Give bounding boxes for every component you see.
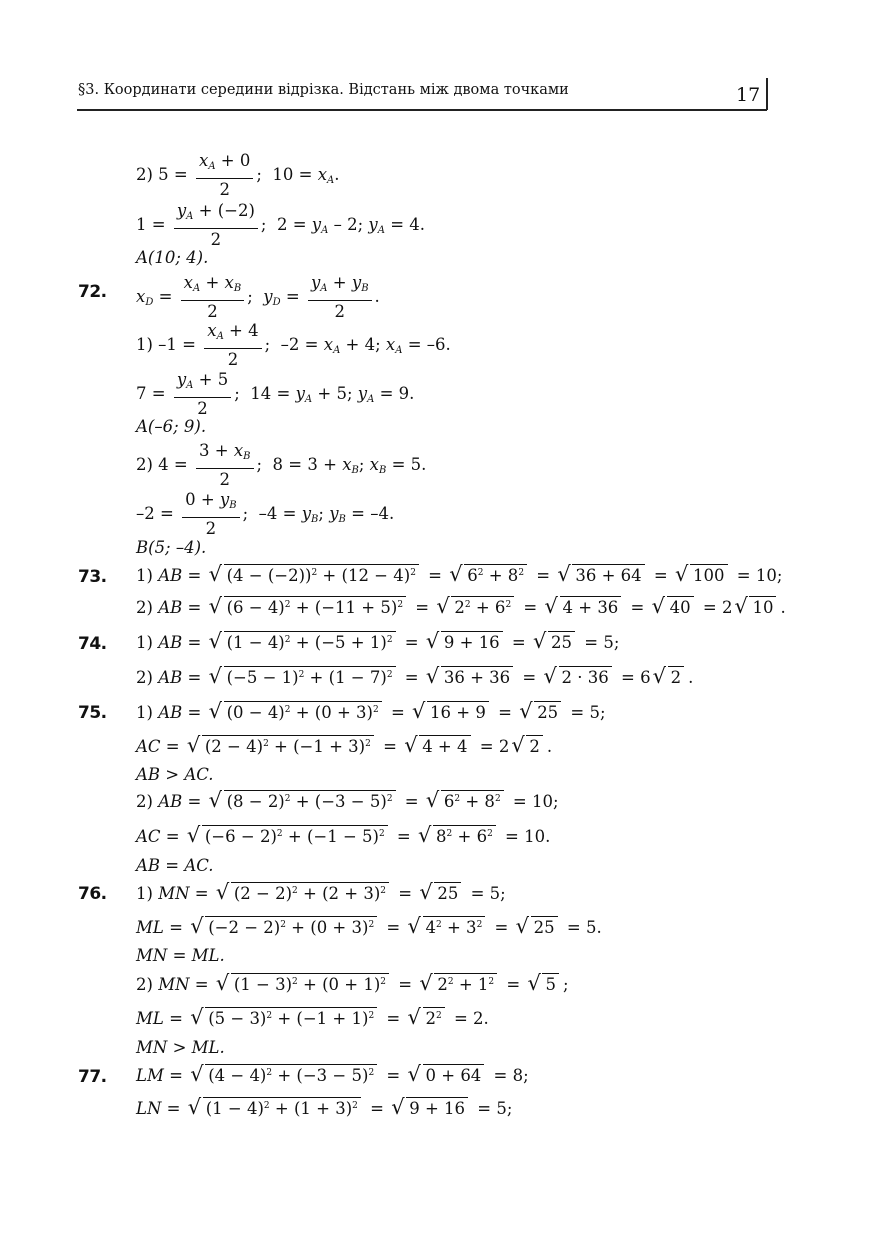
- equation-line: 1) AB = √ $(4 - (-2))^2 + (12 - 4)^2$ = √ $6^2 + 8^2$ = √ 36 + 64 = √ 100 = 10;: [136, 566, 782, 585]
- equation-line: $x_D$ = $\frac{x_A + x_B}{2}$ ; $y_D$ = $\frac{y_A + y_B}{2}$ .: [136, 273, 380, 321]
- comparison-line: MN = ML.: [136, 946, 225, 965]
- page-header-title: §3. Координати середини відрізка. Відстань між двома точками: [78, 82, 569, 98]
- equation-line: 2) AB = √ $(-5 - 1)^2 + (1 - 7)^2$ = √ 36 + 36 = √ 2 · 36 = 6√ 2 .: [136, 668, 693, 687]
- equation-line: 1) AB = √ $(0 - 4)^2 + (0 + 3)^2$ = √ 16 + 9 = √ 25 = 5;: [136, 703, 606, 722]
- equation-line: LN = √ $(1 - 4)^2 + (1 + 3)^2$ = √ 9 + 16 = 5;: [136, 1099, 512, 1118]
- equation-line: 2) AB = √ $(8 - 2)^2 + (-3 - 5)^2$ = √ $6^2 + 8^2 = 10$;: [136, 792, 559, 811]
- problem-number: 74.: [78, 634, 107, 654]
- equation-line: 2) AB = √ $(6 - 4)^2 + (-11 + 5)^2$ = √ $2^2 + 6^2$ = √ 4 + 36 = √ 40 = 2√ 10 .: [136, 598, 786, 617]
- problem-number: 77.: [78, 1067, 107, 1087]
- problem-number: 72.: [78, 282, 107, 302]
- problem-number: 76.: [78, 884, 107, 904]
- equation-line: –2 = $\frac{0 + y_B}{2}$ ; $-4 = y_B$; $y_B = -4$.: [136, 490, 395, 538]
- equation-line: ML = √ $(5 - 3)^2 + (-1 + 1)^2$ = √ $2^2 = 2$.: [136, 1009, 489, 1028]
- equation-line: AC = √ $(-6 - 2)^2 + (-1 - 5)^2$ = √ $8^2 + 6^2 = 10$.: [136, 827, 550, 846]
- header-rule: [77, 109, 767, 111]
- equation-line: 1) –1 = $\frac{x_A + 4}{2}$ ; $-2 = x_A + 4$; $x_A = -6$.: [136, 321, 451, 369]
- equation-line: LM = √ $(4 - 4)^2 + (-3 - 5)^2$ = √ 0 + 64 = 8;: [136, 1066, 529, 1085]
- equation-line: 2) MN = √ $(1 - 3)^2 + (0 + 1)^2$ = √ $2^2 + 1^2$ = √ 5 ;: [136, 975, 569, 994]
- comparison-line: AB > AC.: [136, 765, 214, 784]
- equation-line: 2) 4 = $\frac{3 + x_B}{2}$ ; $8 = 3 + x_B$; $x_B = 5$.: [136, 441, 427, 489]
- comparison-line: MN > ML.: [136, 1038, 225, 1057]
- equation-line: ML = √ $(-2 - 2)^2 + (0 + 3)^2$ = √ $4^2 + 3^2$ = √ 25 = 5.: [136, 918, 602, 937]
- page-number: 17: [736, 84, 761, 106]
- problem-number: 73.: [78, 567, 107, 587]
- equation-line: 1) AB = √ $(1 - 4)^2 + (-5 + 1)^2$ = √ 9 + 16 = √ 25 = 5;: [136, 633, 619, 652]
- answer-line: A(10; 4).: [136, 248, 209, 267]
- equation-line: 7 = $\frac{y_A + 5}{2}$ ; $14 = y_A + 5$; $y_A = 9$.: [136, 370, 415, 418]
- equation-line: 1) MN = √ $(2 - 2)^2 + (2 + 3)^2$ = √ 25 = 5;: [136, 884, 506, 903]
- equation-line: 1 = $\frac{y_A + (-2)}{2}$ ; $2 = y_A - 2$; $y_A = 4$.: [136, 201, 426, 249]
- equation-line: AC = √ $(2 - 4)^2 + (-1 + 3)^2$ = √ 4 + 4 = 2√ 2 .: [136, 737, 552, 756]
- answer-line: B(5; –4).: [136, 538, 207, 557]
- equation-line: 2) 5 = $\frac{x_A + 0}{2}$ ; $10 = x_A$.: [136, 151, 340, 199]
- comparison-line: AB = AC.: [136, 856, 214, 875]
- problem-number: 75.: [78, 703, 107, 723]
- answer-line: A(–6; 9).: [136, 417, 207, 436]
